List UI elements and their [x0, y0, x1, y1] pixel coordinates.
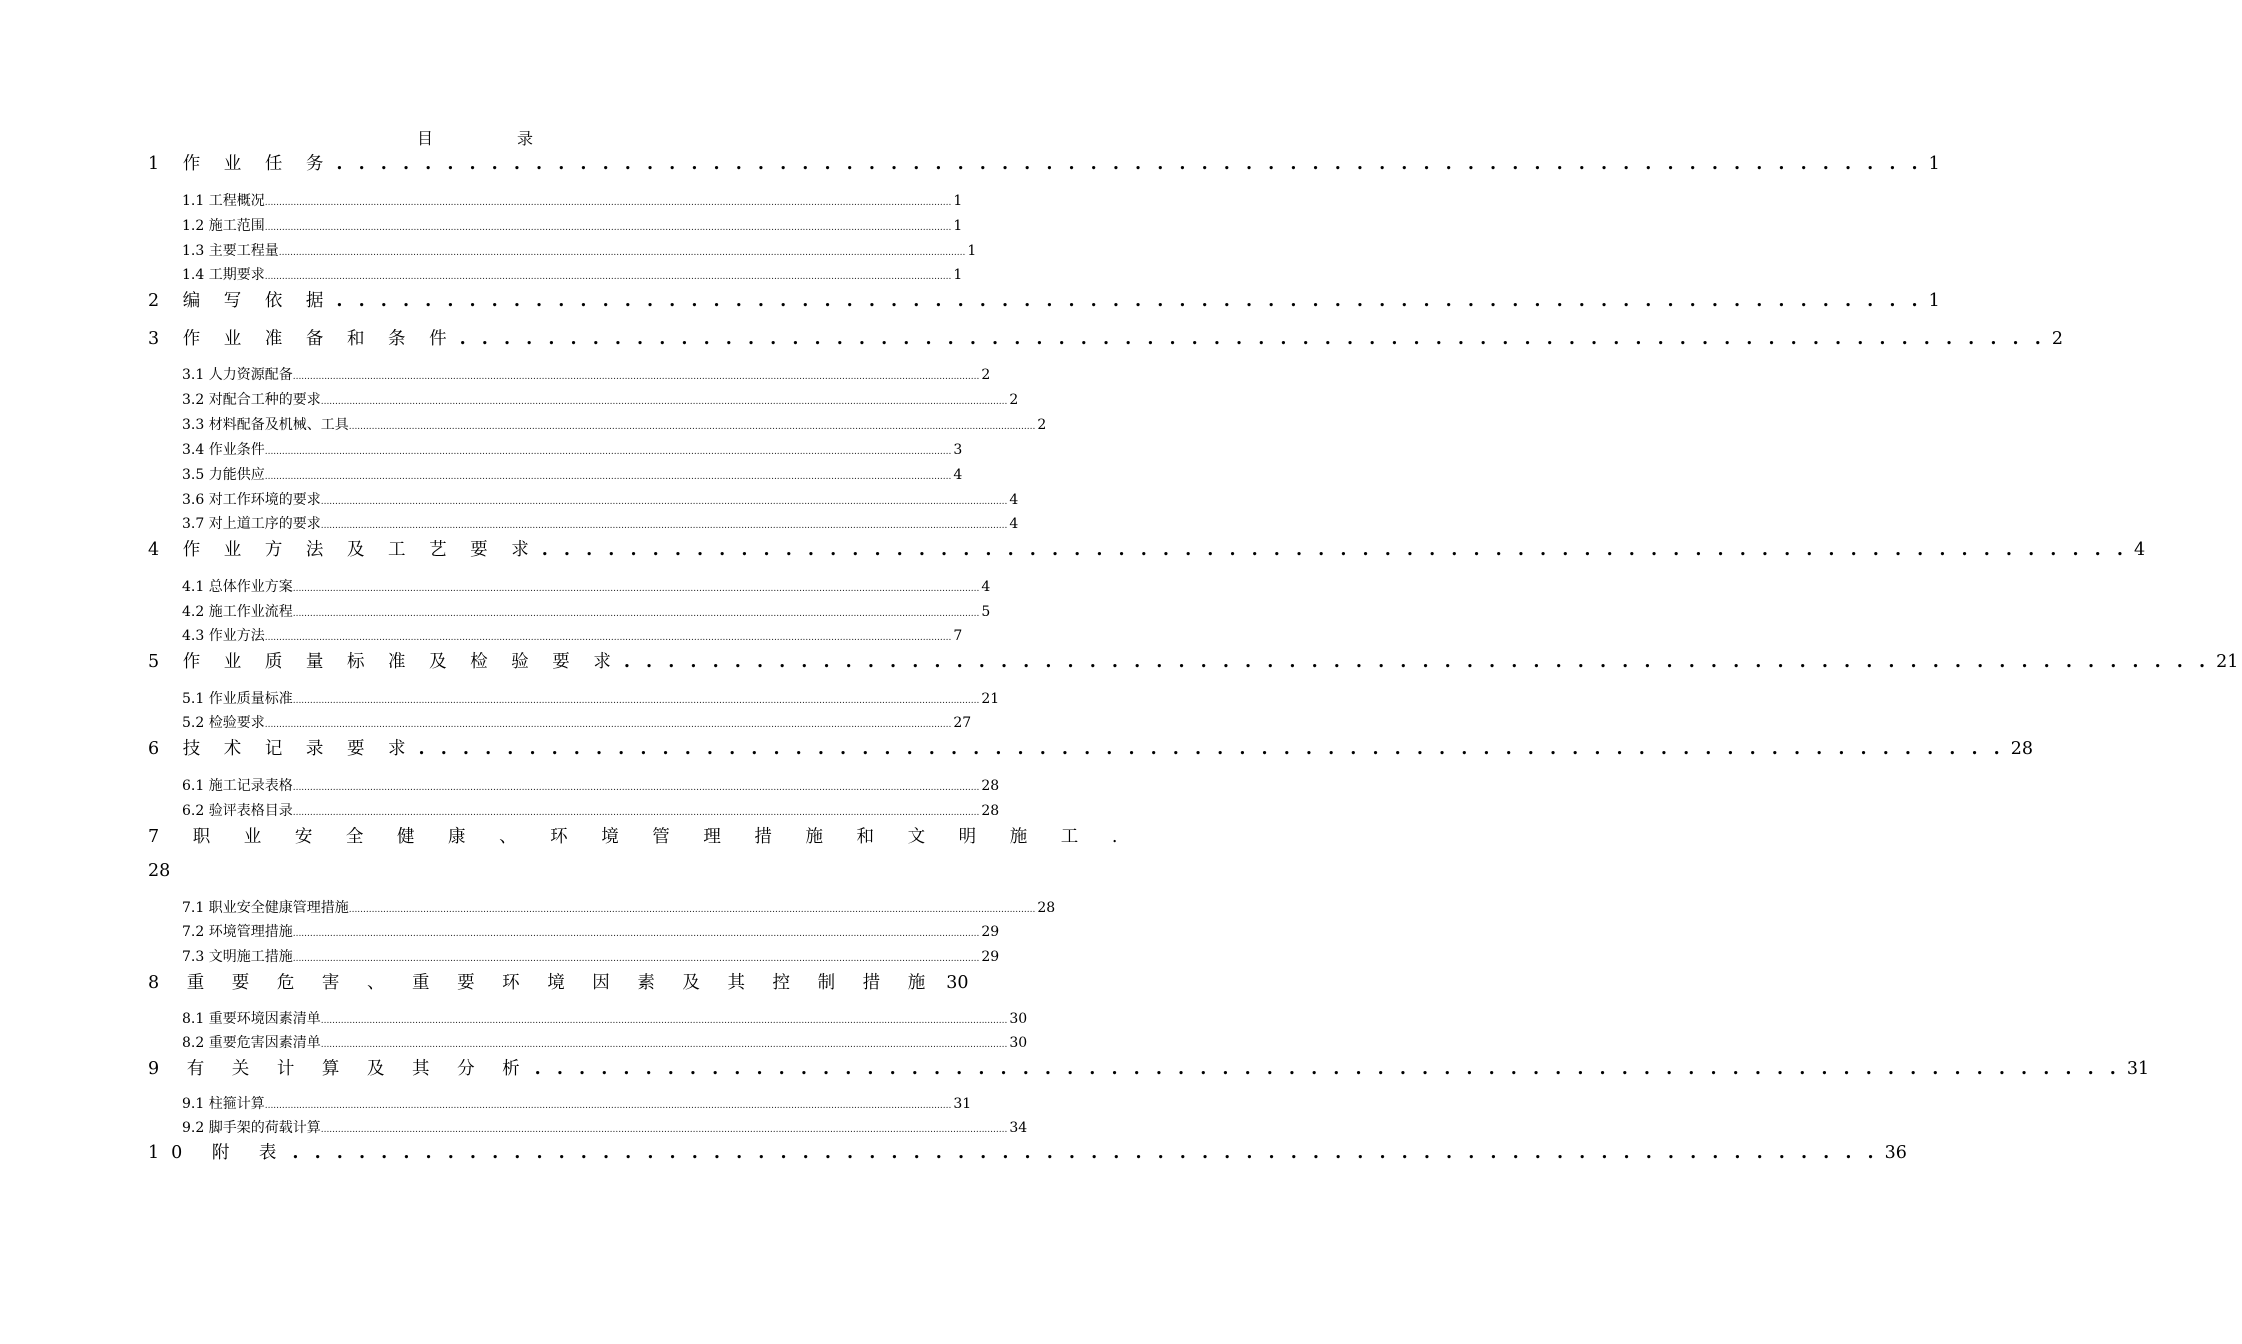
toc-entry[interactable]: 2 编 写 依 据 . . . . . . . . . . . . . . . . . . . . . . . . . . . . . . . . . . . . . . . . . . . . . . . . . . . . . . . . . . . . . . . . . . . . . . . . 1	[148, 291, 1940, 311]
toc-entry[interactable]: 1 作 业 任 务 . . . . . . . . . . . . . . . . . . . . . . . . . . . . . . . . . . . . . . . . . . . . . . . . . . . . . . . . . . . . . . . . . . . . . . . . 1	[148, 154, 1940, 174]
toc-subentry[interactable]: 3.5 力能供应 ................................................................................................................................................................................................................................................ 4	[182, 467, 963, 483]
toc-subentry[interactable]: 7.3 文明施工措施 ................................................................................................................................................................................................................................................ 29	[182, 949, 1000, 965]
toc-subentry[interactable]: 5.1 作业质量标准 ................................................................................................................................................................................................................................................ 21	[182, 691, 1000, 707]
toc-subentry[interactable]: 1.1 工程概况 ................................................................................................................................................................................................................................................ 1	[182, 193, 963, 209]
toc-subentry[interactable]: 6.1 施工记录表格 ................................................................................................................................................................................................................................................ 28	[182, 778, 1000, 794]
toc-entry[interactable]: 6 技 术 记 录 要 求 . . . . . . . . . . . . . . . . . . . . . . . . . . . . . . . . . . . . . . . . . . . . . . . . . . . . . . . . . . . . . . . . . . . . . . . . 28	[148, 739, 2034, 759]
toc-subentry[interactable]: 8.2 重要危害因素清单 ................................................................................................................................................................................................................................................ 30	[182, 1035, 1028, 1051]
toc-subentry[interactable]: 8.1 重要环境因素清单 ................................................................................................................................................................................................................................................ 30	[182, 1011, 1028, 1027]
toc-title-right: 录	[517, 129, 534, 148]
toc-entry-section7[interactable]: 7 职 业 安 全 健 康 、 环 境 管 理 措 施 和 文 明 施 工 .	[148, 827, 1132, 847]
toc-subentry[interactable]: 1.3 主要工程量 ................................................................................................................................................................................................................................................ 1	[182, 243, 977, 259]
toc-entry[interactable]: 4 作 业 方 法 及 工 艺 要 求 . . . . . . . . . . . . . . . . . . . . . . . . . . . . . . . . . . . . . . . . . . . . . . . . . . . . . . . . . . . . . . . . . . . . . . . . 4	[148, 540, 2146, 560]
toc-subentry[interactable]: 3.3 材料配备及机械、工具 ................................................................................................................................................................................................................................................ 2	[182, 417, 1047, 433]
toc-subentry[interactable]: 5.2 检验要求 ................................................................................................................................................................................................................................................ 27	[182, 715, 972, 731]
toc-subentry[interactable]: 3.7 对上道工序的要求 ................................................................................................................................................................................................................................................ 4	[182, 516, 1019, 532]
toc-subentry[interactable]: 4.2 施工作业流程 ................................................................................................................................................................................................................................................ 5	[182, 604, 991, 620]
toc-subentry[interactable]: 3.4 作业条件 ................................................................................................................................................................................................................................................ 3	[182, 442, 963, 458]
toc-subentry[interactable]: 7.2 环境管理措施 ................................................................................................................................................................................................................................................ 29	[182, 924, 1000, 940]
toc-subentry[interactable]: 4.3 作业方法 ................................................................................................................................................................................................................................................ 7	[182, 628, 963, 644]
toc-subentry[interactable]: 1.2 施工范围 ................................................................................................................................................................................................................................................ 1	[182, 218, 963, 234]
toc-subentry[interactable]: 9.1 柱箍计算 ................................................................................................................................................................................................................................................ 31	[182, 1096, 972, 1112]
toc-subentry[interactable]: 6.2 验评表格目录 ................................................................................................................................................................................................................................................ 28	[182, 803, 1000, 819]
toc-subentry[interactable]: 3.2 对配合工种的要求 ................................................................................................................................................................................................................................................ 2	[182, 392, 1019, 408]
toc-subentry[interactable]: 9.2 脚手架的荷载计算 ................................................................................................................................................................................................................................................ 34	[182, 1120, 1028, 1136]
toc-entry[interactable]: 10 附 表 . . . . . . . . . . . . . . . . . . . . . . . . . . . . . . . . . . . . . . . . . . . . . . . . . . . . . . . . . . . . . . . . . . . . . . . . 36	[148, 1143, 1907, 1163]
toc-subentry[interactable]: 3.6 对工作环境的要求 ................................................................................................................................................................................................................................................ 4	[182, 492, 1019, 508]
toc-entry[interactable]: 8 重 要 危 害 、 重 要 环 境 因 素 及 其 控 制 措 施 30	[148, 973, 969, 993]
toc-subentry[interactable]: 3.1 人力资源配备 ................................................................................................................................................................................................................................................ 2	[182, 367, 991, 383]
toc-entry[interactable]: 5 作 业 质 量 标 准 及 检 验 要 求 . . . . . . . . . . . . . . . . . . . . . . . . . . . . . . . . . . . . . . . . . . . . . . . . . . . . . . . . . . . . . . . . . . . . . . . . 21	[148, 652, 2239, 672]
toc-subentry[interactable]: 1.4 工期要求 ................................................................................................................................................................................................................................................ 1	[182, 267, 963, 283]
toc-entry-section7-page: 28	[148, 861, 171, 881]
toc-entry[interactable]: 3 作 业 准 备 和 条 件 . . . . . . . . . . . . . . . . . . . . . . . . . . . . . . . . . . . . . . . . . . . . . . . . . . . . . . . . . . . . . . . . . . . . . . . . 2	[148, 329, 2063, 349]
toc-title-left: 目	[416, 129, 433, 148]
toc-subentry[interactable]: 4.1 总体作业方案 ................................................................................................................................................................................................................................................ 4	[182, 579, 991, 595]
toc-subentry[interactable]: 7.1 职业安全健康管理措施 ................................................................................................................................................................................................................................................ 28	[182, 900, 1056, 916]
toc-entry[interactable]: 9 有 关 计 算 及 其 分 析 . . . . . . . . . . . . . . . . . . . . . . . . . . . . . . . . . . . . . . . . . . . . . . . . . . . . . . . . . . . . . . . . . . . . . . . . 31	[148, 1059, 2150, 1079]
